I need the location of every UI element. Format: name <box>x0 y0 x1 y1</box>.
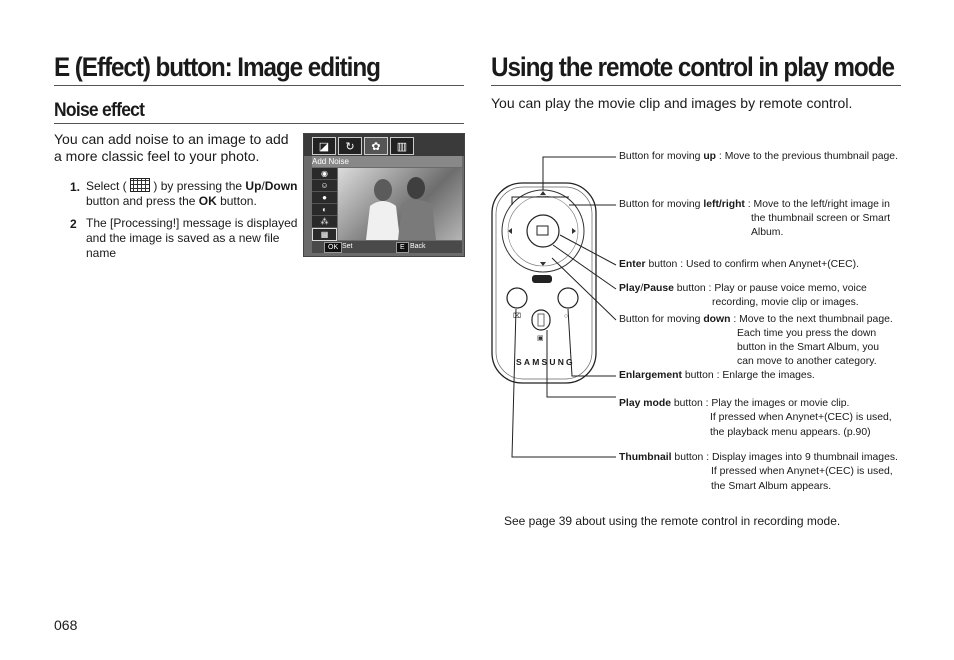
label-enter-post: button : Used to confirm when Anynet+(CEC). <box>645 259 859 270</box>
label-pause-bold: Pause <box>643 283 674 294</box>
resize-icon: ◪ <box>312 137 336 155</box>
label-pm-line2: If pressed when Anynet+(CEC) is used, <box>710 412 892 423</box>
label-lr-line2: the thumbnail screen or Smart <box>751 213 891 224</box>
svg-text:⌧: ⌧ <box>513 313 522 320</box>
label-enlargement <box>619 369 815 383</box>
ok-chip: OK <box>324 242 342 253</box>
step-1-part-d: button. <box>216 194 257 208</box>
label-down-bold: down <box>703 314 731 325</box>
label-play-slash: / <box>640 283 644 294</box>
label-play-bold: Play <box>619 283 641 294</box>
step-1-part-b: ) by pressing the <box>153 179 246 193</box>
step-2-number: 2 <box>70 217 77 231</box>
camera-menu-label: Add Noise <box>312 156 462 167</box>
face-icon: ☺ <box>312 180 337 192</box>
label-down-line4: can move to another category. <box>737 356 877 367</box>
film-icon: ▥ <box>390 137 414 155</box>
eye-icon: ◉ <box>312 168 337 180</box>
label-thumbnail <box>619 451 898 465</box>
noise-intro: You can add noise to an image to add a more classic feel to your photo. <box>54 131 289 164</box>
noise-icon: ⁂ <box>312 216 337 228</box>
right-page-title: Using the remote control in play mode <box>491 52 894 82</box>
label-down <box>619 313 893 327</box>
label-up-post: : Move to the previous thumbnail page. <box>716 151 898 162</box>
label-play-pause <box>619 282 867 296</box>
page-number: 068 <box>54 617 78 633</box>
recording-mode-footnote: See page 39 about using the remote control in recording mode. <box>504 514 841 528</box>
label-left-right <box>619 198 890 212</box>
step-1-part-a: Select ( <box>86 179 127 193</box>
label-lr-bold: left/right <box>703 199 745 210</box>
step-1-down: Down <box>264 179 298 193</box>
label-play-mode <box>619 397 849 411</box>
label-down-pre: Button for moving <box>619 314 704 325</box>
remote-intro: You can play the movie clip and images by remote control. <box>491 95 853 111</box>
label-lr-line3: Album. <box>751 227 784 238</box>
label-pm-bold: Play mode <box>619 398 671 409</box>
label-lr-post: : Move to the left/right image in <box>744 199 890 210</box>
step-1-number: 1. <box>70 180 81 194</box>
step-1-slash: / <box>261 179 265 193</box>
label-pm-post: button : Play the images or movie clip. <box>670 398 850 409</box>
label-enl-post: button : Enlarge the images. <box>681 370 815 381</box>
label-enl-bold: Enlargement <box>619 370 682 381</box>
label-down-line3: button in the Smart Album, you <box>737 342 880 353</box>
label-up <box>619 150 898 164</box>
label-lr-pre: Button for moving <box>619 199 704 210</box>
step-1-up: Up <box>245 179 262 193</box>
dot-icon: ● <box>312 192 337 204</box>
label-play-post: button : Play or pause voice memo, voice <box>673 283 867 294</box>
label-th-line3: the Smart Album appears. <box>711 481 832 492</box>
label-th-bold: Thumbnail <box>619 452 672 463</box>
label-enter-bold: Enter <box>619 259 646 270</box>
label-up-bold: up <box>703 151 717 162</box>
step-1-ok: OK <box>198 194 217 208</box>
label-up-pre: Button for moving <box>619 151 704 162</box>
label-th-line2: If pressed when Anynet+(CEC) is used, <box>711 466 893 477</box>
svg-text:○: ○ <box>564 313 569 320</box>
step-1-part-c: button and press the <box>86 194 199 208</box>
label-play-line2: recording, movie clip or images. <box>712 297 859 308</box>
contrast-icon: ◐ <box>312 204 337 216</box>
label-th-post: button : Display images into 9 thumbnail images. <box>671 452 898 463</box>
label-down-line2: Each time you press the down <box>737 328 877 339</box>
back-label: Back <box>410 243 426 250</box>
label-enter <box>619 258 859 272</box>
label-down-post: : Move to the next thumbnail page. <box>730 314 893 325</box>
set-label: Set <box>342 243 353 250</box>
left-page-title: E (Effect) button: Image editing <box>54 52 380 82</box>
svg-text:▣: ▣ <box>537 335 544 342</box>
step-2-text: The [Processing!] message is displayed and the image is saved as a new file name <box>86 216 298 260</box>
grid-icon: ▦ <box>312 228 337 241</box>
section-title: Noise effect <box>54 100 145 121</box>
label-pm-line3: the playback menu appears. (p.90) <box>710 427 871 438</box>
rotate-icon: ↻ <box>338 137 362 155</box>
remote-brand: SAMSUNG <box>516 357 575 367</box>
effect-icon: ✿ <box>364 137 388 155</box>
e-chip: E <box>396 242 409 253</box>
